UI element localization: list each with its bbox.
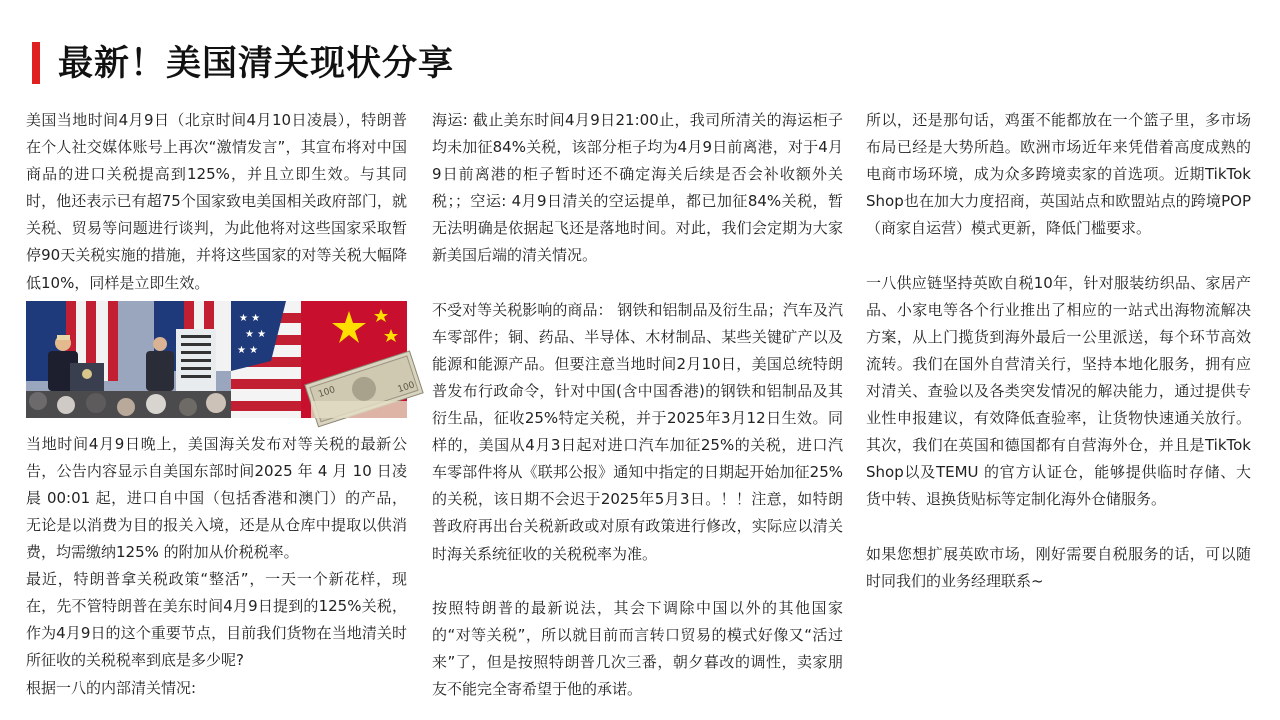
- title-accent-bar: [32, 42, 40, 84]
- press-conference-photo: [26, 301, 231, 418]
- news-photo: [26, 301, 417, 418]
- svg-text:★ ★: ★ ★: [237, 344, 259, 356]
- paragraph: 一八供应链坚持英欧自税10年，针对服装纺织品、家居产品、小家电等各个行业推出了相应的一站式出海物流解决方案，从上门揽货到海外最后一公里派送，每个环节高效流转。我们在国外自营清关行，坚持本地化服务，拥有应对清关、查验以及各类突发情况的解决能力，通过提供专业性申报建议，有效降低查验率，让货物快速通关放行。其次，我们在英国和德国都有自营海外仓，并且是TikTok Shop以及TEMU 的官方认证仓，能够提供临时存储、大货中转、退换货贴标等定制化海外仓储服务。: [866, 273, 1251, 509]
- paragraph: 按照特朗普的最新说法，其会下调除中国以外的其他国家的“对等关税”，所以就目前而言转口贸易的模式好像又“活过来”了，但是按照特朗普几次三番，朝夕暮改的调性，卖家朋友不能完全寄希望于他的承诺。: [432, 598, 843, 698]
- paragraph: 如果您想扩展英欧市场，刚好需要自税服务的话，可以随时同我们的业务经理联系~: [866, 544, 1251, 590]
- page-title: 最新！美国清关现状分享: [58, 43, 455, 84]
- paragraph: 最近，特朗普拿关税政策“整活”，一天一个新花样，现在，先不管特朗普在美东时间4月9日提到的125%关税，作为4月9日的这个重要节点，目前我们货物在当地清关时所征收的关税税率到底是多少呢?: [26, 570, 407, 670]
- svg-text:★ ★: ★ ★: [245, 328, 267, 340]
- paragraph: 所以，还是那句话，鸡蛋不能都放在一个篮子里，多市场布局已经是大势所趋。欧洲市场近年来凭借着高度成熟的电商市场环境，成为众多跨境卖家的首选项。近期TikTok Shop也在加大力度招商，英国站点和欧盟站点的跨境POP（商家自运营）模式更新，降低门槛要求。: [866, 111, 1251, 238]
- paragraph: 美国当地时间4月9日（北京时间4月10日凌晨），特朗普在个人社交媒体账号上再次“激情发言”，其宣布将对中国商品的进口关税提高到125%，并且立即生效。与其同时，他还表示已有超75个国家致电美国相关政府部门，就关税、贸易等问题进行谈判，为此他将对这些国家采取暂停90天关税实施的措施，并将这些国家的对等关税大幅降低10%，同样是立即生效。: [26, 111, 407, 292]
- paragraph: 不受对等关税影响的商品： 钢铁和铝制品及衍生品；汽车及汽车零部件；铜、药品、半导体、木材制品、某些关键矿产以及能源和能源产品。但要注意当地时间2月10日，美国总统特朗普发布行政命令，针对中国(含中国香港)的钢铁和铝制品及其衍生品，征收25%特定关税，并于2025年3月12日生效。同样的，美国从4月3日起对进口汽车加征25%的关税，进口汽车零部件将从《联邦公报》通知中指定的日期起开始加征25%的关税，该日期不会迟于2025年5月3日。！！注意，如特朗普政府再出台关税新政或对原有政策进行修改，实际应以清关时海关系统征收的关税税率为准。: [432, 300, 843, 563]
- flags-and-money-photo: [231, 301, 417, 418]
- paragraph: 海运: 截止美东时间4月9日21:00止，我司所清关的海运柜子均未加征84%关税，该部分柜子均为4月9日前离港，对于4月9日前离港的柜子暂时还不确定海关后续是否会补收额外关税；；空运: 4月9日清关的空运提单，都已加征84%关税，暂无法明确是依据起飞还是落地时间。对此，我们会定期为大家新美国后端的清关情况。: [432, 111, 843, 265]
- paragraph: 当地时间4月9日晚上，美国海关发布对等关税的最新公告，公告内容显示自美国东部时间2025 年 4 月 10 日凌晨 00:01 起，进口自中国（包括香港和澳门）的产品，无论是以消费为目的报关入境，还是从仓库中提取以供消费，均需缴纳125% 的附加从价税税率。: [26, 434, 407, 562]
- article-column-1: [26, 107, 417, 702]
- article-column-3: [866, 107, 1251, 595]
- svg-text:100: 100: [317, 384, 337, 400]
- svg-text:100: 100: [396, 379, 417, 395]
- article-column-2: [432, 107, 843, 703]
- paragraph: 根据一八的内部清关情况:: [26, 678, 197, 697]
- svg-text:★ ★: ★ ★: [239, 312, 261, 324]
